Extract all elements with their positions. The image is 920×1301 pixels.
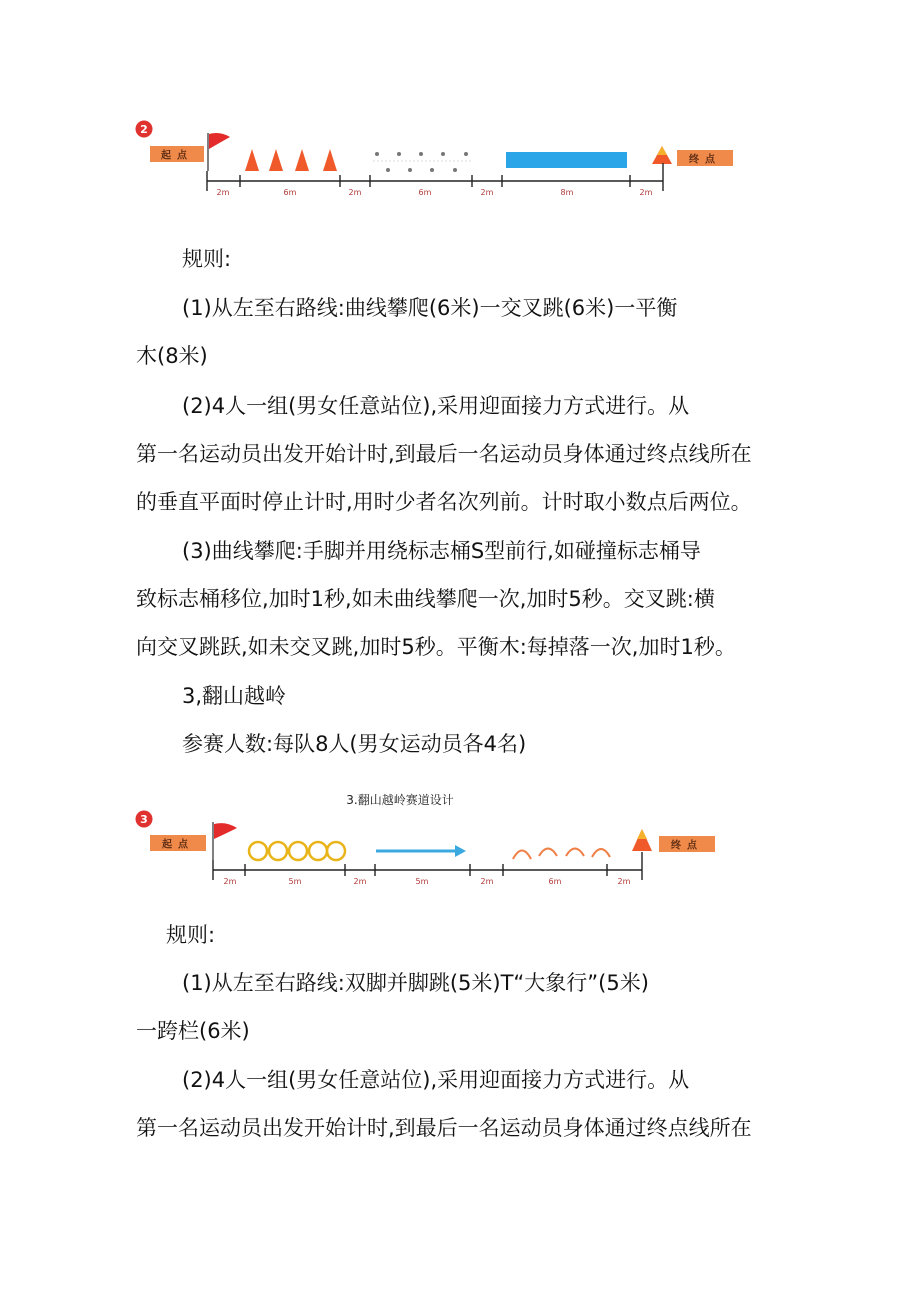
end-label-box <box>659 836 715 852</box>
cross-jump-markers <box>373 152 473 172</box>
start-label-box <box>150 835 206 851</box>
balance-beam <box>506 152 627 168</box>
rules-heading-2: 规则: <box>166 923 216 947</box>
section-title: 3,翻山越岭 <box>182 684 287 708</box>
segment-label: 6m <box>418 188 432 197</box>
badge-number: 3 <box>140 813 148 826</box>
badge-number: 2 <box>140 123 148 136</box>
cone-icon-3 <box>295 149 309 171</box>
segment-label: 2m <box>348 188 362 197</box>
course-diagram-3 <box>130 790 750 890</box>
cone-icon-1 <box>245 149 259 171</box>
segment-label: 2m <box>223 877 237 886</box>
rule-line: (1)从左至右路线:曲线攀爬(6米)一交叉跳(6米)一平衡 <box>182 296 678 320</box>
rule-line: 向交叉跳跃,如未交叉跳,加时5秒。平衡木:每掉落一次,加时1秒。 <box>136 635 736 659</box>
arrow-icon <box>376 845 466 857</box>
rule-line: 第一名运动员出发开始计时,到最后一名运动员身体通过终点线所在 <box>136 442 752 466</box>
end-label: 终点 <box>689 154 721 166</box>
start-label-box <box>150 146 204 162</box>
rule-line: (1)从左至右路线:双脚并脚跳(5米)T“大象行”(5米) <box>182 971 649 995</box>
cone-icon-2 <box>269 149 283 171</box>
rule-line: 一跨栏(6米) <box>136 1019 250 1043</box>
rule-line: 的垂直平面时停止计时,用时少者名次列前。计时取小数点后两位。 <box>136 490 752 514</box>
hoop-icons <box>249 842 345 860</box>
cone-icon-4 <box>323 149 337 171</box>
diagram-title: 3.翻山越岭赛道设计 <box>346 793 454 807</box>
segment-label: 6m <box>283 188 297 197</box>
rule-line: (2)4人一组(男女任意站位),采用迎面接力方式进行。从 <box>182 394 690 418</box>
segment-label: 2m <box>617 877 631 886</box>
start-label: 起点 <box>162 839 194 851</box>
course-diagram-2 <box>130 115 750 205</box>
rule-line: (3)曲线攀爬:手脚并用绕标志桶S型前行,如碰撞标志桶导 <box>182 539 701 563</box>
rule-line: 致标志桶移位,加时1秒,如未曲线攀爬一次,加时5秒。交叉跳:横 <box>136 587 715 611</box>
segment-label: 2m <box>480 188 494 197</box>
start-label: 起点 <box>161 150 193 162</box>
segment-label: 5m <box>415 877 429 886</box>
participants-line: 参赛人数:每队8人(男女运动员各4名) <box>182 732 527 756</box>
diagram-badge <box>136 811 153 828</box>
diagram-badge <box>136 121 153 138</box>
end-label-box <box>677 150 733 166</box>
segment-label: 2m <box>216 188 230 197</box>
end-label: 终点 <box>671 840 703 852</box>
end-cone-icon <box>652 146 672 164</box>
rule-line: 第一名运动员出发开始计时,到最后一名运动员身体通过终点线所在 <box>136 1116 752 1140</box>
start-flag-icon <box>208 133 230 171</box>
rules-heading-1: 规则: <box>182 247 232 271</box>
segment-label: 5m <box>288 877 302 886</box>
segment-label: 6m <box>548 877 562 886</box>
segment-label: 2m <box>353 877 367 886</box>
rule-line: 木(8米) <box>136 344 208 368</box>
end-cone-icon <box>632 829 652 851</box>
segment-label: 2m <box>480 877 494 886</box>
dimension-line <box>213 852 642 880</box>
rule-line: (2)4人一组(男女任意站位),采用迎面接力方式进行。从 <box>182 1068 690 1092</box>
start-flag-icon <box>213 822 237 860</box>
segment-label: 2m <box>639 188 653 197</box>
hurdle-icons <box>513 849 610 860</box>
segment-label: 8m <box>560 188 574 197</box>
